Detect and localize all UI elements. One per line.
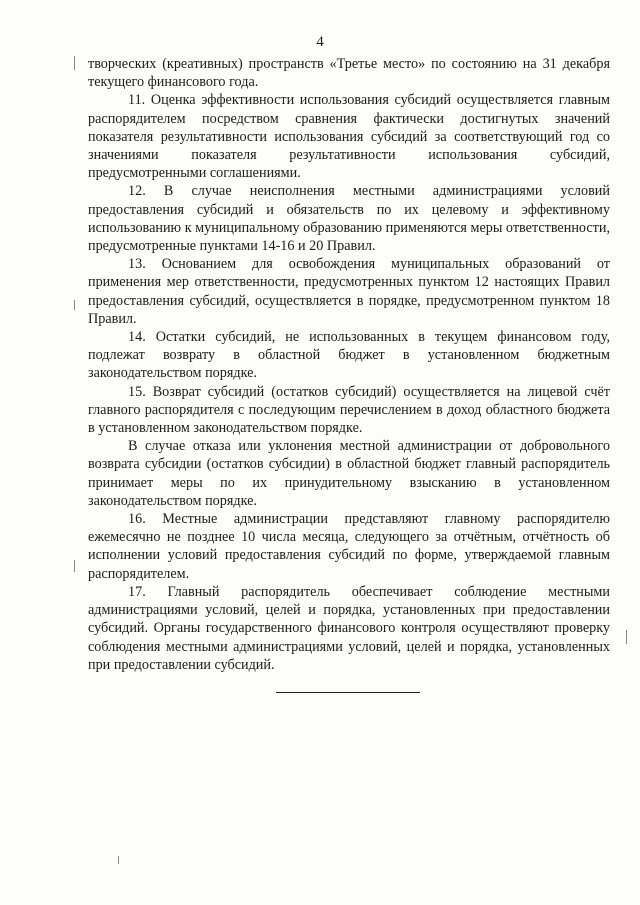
scan-mark xyxy=(74,56,75,70)
document-body xyxy=(88,55,610,674)
paragraph-continuation: творческих (креативных) пространств «Третье место» по состоянию на 31 декабря текущего финансового года. xyxy=(88,56,610,91)
scan-mark xyxy=(118,856,119,864)
paragraph-11: 11. Оценка эффективности использования субсидий осуществляется главным распорядителем посредством сравнения фактически достигнутых значений показателя результативности использования субсидий за соответствующий год со значениями показателя результативности использования субсидий, предусмотренными соглашениями. xyxy=(88,92,610,182)
scan-mark xyxy=(626,630,627,644)
paragraph-14: 14. Остатки субсидий, не использованных в текущем финансовом году, подлежат возврату в областной бюджет в установленном бюджетным законодательством порядке. xyxy=(88,329,610,382)
closing-rule xyxy=(276,692,420,693)
scan-mark xyxy=(74,300,75,310)
scan-mark xyxy=(74,560,75,572)
paragraph-15-refusal: В случае отказа или уклонения местной администрации от добровольного возврата субсидии (остатков субсидии) в областной бюджет главный распорядитель принимает меры по их принудительному взысканию в установленном законодательством порядке. xyxy=(88,438,610,509)
page-number: 4 xyxy=(316,34,324,50)
paragraph-16: 16. Местные администрации представляют главному распорядителю ежемесячно не позднее 10 числа месяца, следующего за отчётным, отчётность об исполнении условий предоставления субсидий по форме, утверждаемой главным распорядителем. xyxy=(88,511,610,582)
paragraph-15: 15. Возврат субсидий (остатков субсидий) осуществляется на лицевой счёт главного распорядителя с последующим перечислением в доход областного бюджета в установленном законодательством порядке. xyxy=(88,383,610,437)
paragraph-12: 12. В случае неисполнения местными администрациями условий предоставления субсидий и обязательств по их целевому и эффективному использованию к муниципальному образованию применяются меры ответственности, предусмотренные пунктами 14-16 и 20 Правил. xyxy=(88,183,610,255)
paragraph-13: 13. Основанием для освобождения муниципальных образований от применения мер ответственности, предусмотренных пунктом 12 настоящих Правил предоставления субсидий, осуществляется в порядке, предусмотренном пунктом 18 Правил. xyxy=(88,256,610,327)
paragraph-17: 17. Главный распорядитель обеспечивает соблюдение местными администрациями условий, целей и порядка, установленных при предоставлении субсидий. Органы государственного финансового контроля осуществляют проверку соблюдения местными администрациями условий, целей и порядка, установленных при предоставлении субсидий. xyxy=(88,583,610,673)
